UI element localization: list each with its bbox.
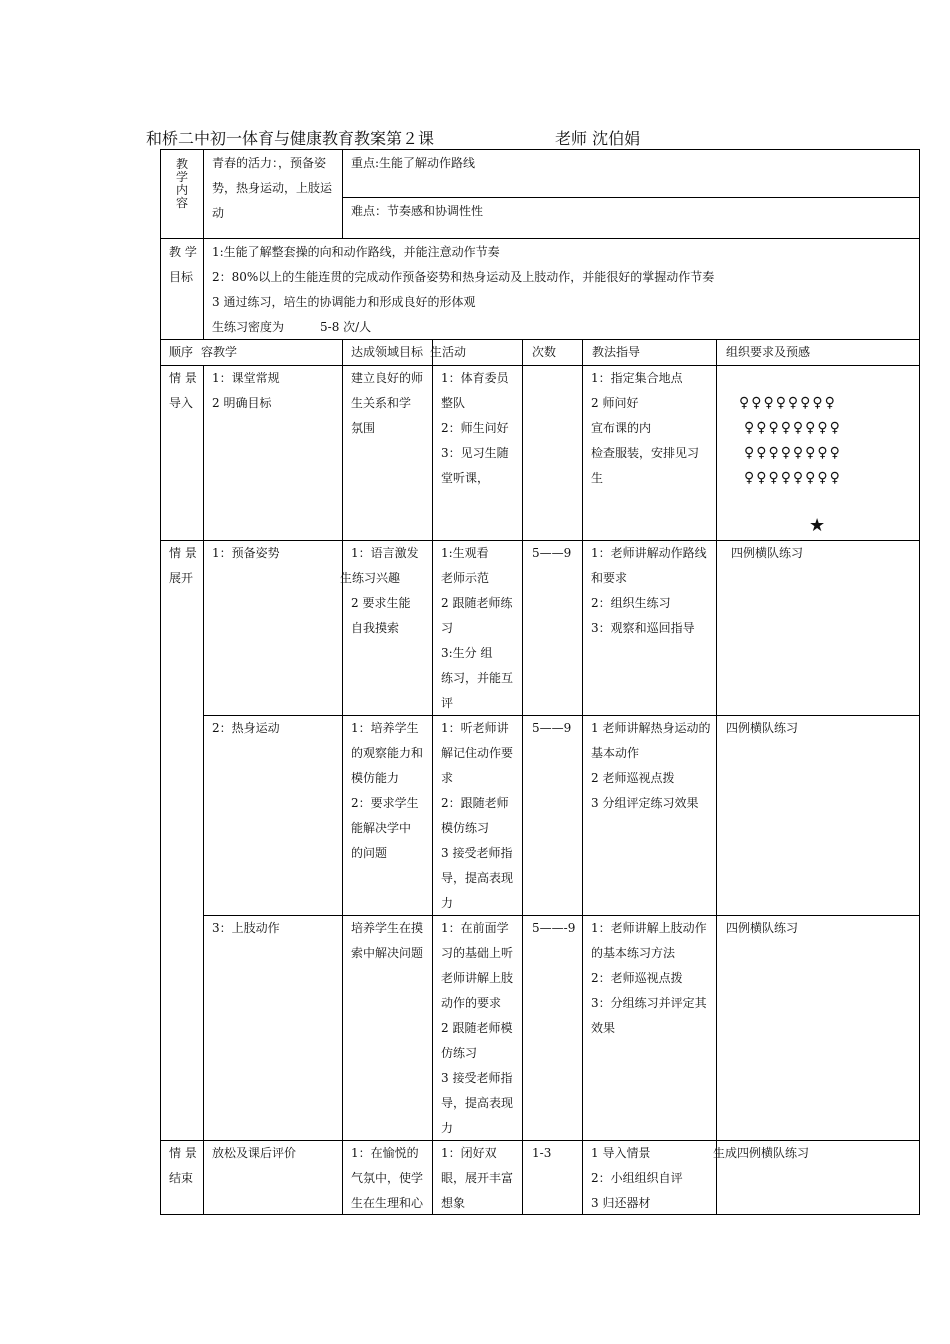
table-cell-goal: 建立良好的师 生关系和学 氛围: [351, 371, 424, 435]
header-order: 顺序: [169, 345, 194, 359]
table-cell-goal: 1：在愉悦的 气氛中，使学 生在生理和心: [351, 1146, 424, 1210]
table-cell-times: 5——9: [532, 546, 572, 560]
content-text: 青春的活力：，预备姿 势，热身运动，上肢运 动: [212, 156, 333, 220]
table-cell-content: 放松及课后评价: [212, 1146, 297, 1160]
table-cell-times: 5——-9: [532, 921, 576, 935]
content-label: 教 学 内 容: [175, 157, 188, 210]
table-cell-times: 5——9: [532, 721, 572, 735]
formation-row: ♀♀♀♀♀♀♀♀: [739, 395, 837, 411]
table-cell-organization: 生成四例横队练习: [713, 1146, 810, 1160]
formation-row: ♀♀♀♀♀♀♀♀: [744, 420, 842, 436]
header-activity: 生活动: [430, 345, 467, 359]
teacher-name: 老师 沈伯娟: [555, 129, 641, 148]
header-goal: 达成领域目标: [351, 345, 424, 359]
table-cell-method: 1 老师讲解热身运动的 基本动作 2 老师巡视点拨 3 分组评定练习效果: [591, 721, 711, 810]
table-cell-activity: 1:生观看 老师示范 2 跟随老师练 习 3:生分 组 练习，并能互 评: [441, 546, 514, 710]
table-cell-method: 1 导入情景 2：小组组织自评 3 归还器材: [591, 1146, 683, 1210]
table-cell-method: 1：老师讲解动作路线 和要求 2：组织生练习 3：观察和巡回指导: [591, 546, 707, 635]
table-cell-content: 3：上肢动作: [212, 921, 280, 935]
table-cell-content: 1：预备姿势: [212, 546, 280, 560]
key-point: 重点:生能了解动作路线: [351, 156, 476, 170]
stage-intro: 情 景 导入: [169, 371, 197, 410]
header-organization: 组织要求及预感: [726, 345, 811, 359]
header-content: 容教学: [201, 345, 238, 359]
table-cell-activity: 1：闭好双 眼，展开丰富 想象: [441, 1146, 514, 1210]
table-cell-method: 1：指定集合地点 2 师问好 宣布课的内 检查服装，安排见习 生: [591, 371, 700, 485]
header-method: 教法指导: [592, 345, 641, 359]
table-cell-goal: 培养学生在摸 索中解决问题: [351, 921, 424, 960]
formation-row: ♀♀♀♀♀♀♀♀: [744, 470, 842, 486]
lesson-title: 和桥二中初一体育与健康教育教案第２课: [146, 129, 435, 148]
table-cell-content: 2：热身运动: [212, 721, 280, 735]
table-cell-goal: 1：语言激发 生练习兴趣 2 要求生能 自我摸索: [340, 546, 419, 635]
objectives-label: 教 学 目标: [169, 245, 197, 284]
table-cell-organization: 四例横队练习: [726, 721, 799, 735]
teacher-star-icon: ★: [809, 515, 826, 536]
table-cell-method: 1：老师讲解上肢动作 的基本练习方法 2：老师巡视点拨 3：分组练习并评定其 效果: [591, 921, 707, 1035]
table-cell-organization: 四例横队练习: [726, 921, 799, 935]
objectives-list: 1:生能了解整套操的向和动作路线，并能注意动作节奏 2：80%以上的生能连贯的完成动作预备姿势和热身运动及上肢动作，并能很好的掌握动作节奏 3 通过练习，培生的协调能力和形成良好的形体观 生练习密度为 5-8 次/人: [212, 245, 715, 334]
table-cell-activity: 1：体育委员 整队 2：师生问好 3：见习生随 堂听课，: [441, 371, 509, 485]
table-cell-goal: 1：培养学生 的观察能力和 模仿能力 2：要求学生 能解决学中 的问题: [351, 721, 424, 860]
table-cell-activity: 1：听老师讲 解记住动作要 求 2：跟随老师 模仿练习 3 接受老师指 导，提高表现 力: [441, 721, 514, 910]
header-times: 次数: [532, 345, 557, 359]
table-cell-content: 1：课堂常规 2 明确目标: [212, 371, 280, 410]
table-cell-times: 1-3: [532, 1146, 552, 1160]
table-cell-activity: 1：在前面学 习的基础上听 老师讲解上肢 动作的要求 2 跟随老师模 仿练习 3 接受老师指 导，提高表现 力: [441, 921, 514, 1135]
stage-end: 情 景 结束: [169, 1146, 197, 1185]
stage-develop: 情 景 展开: [169, 546, 197, 585]
table-cell-organization: 四例横队练习: [731, 546, 804, 560]
difficulty: 难点：节奏感和协调性性: [351, 204, 484, 218]
formation-row: ♀♀♀♀♀♀♀♀: [744, 445, 842, 461]
